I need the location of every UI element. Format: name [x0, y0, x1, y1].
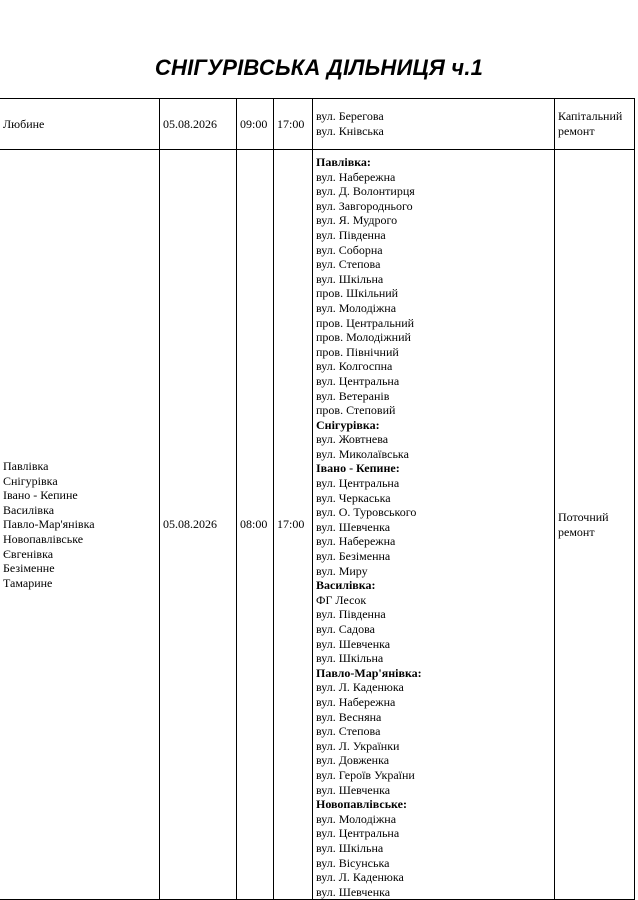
work-type-text: Поточний: [558, 510, 609, 525]
street-name: вул. Шевченка: [316, 782, 391, 797]
street-name: вул. Степова: [316, 724, 381, 739]
street-name: вул. Л. Каденюка: [316, 680, 404, 695]
street-name: вул. Весняна: [316, 709, 382, 724]
street-name: вул. Набережна: [316, 169, 396, 184]
outage-schedule-table: [0, 98, 635, 900]
street-name: вул. Ветеранів: [316, 388, 390, 403]
locality-name: Любине: [3, 116, 45, 131]
work-type-text: ремонт: [558, 524, 595, 539]
locality-cell: [0, 99, 160, 150]
street-name: вул. Набережна: [316, 534, 396, 549]
settlement-heading: Снігурівка:: [316, 417, 380, 432]
page-title: СНІГУРІВСЬКА ДІЛЬНИЦЯ ч.1: [154, 55, 484, 80]
street-name: вул. Південна: [316, 607, 386, 622]
street-name: вул. Берегова: [316, 109, 384, 124]
street-name: вул. Д. Волонтирця: [316, 184, 415, 199]
work-type-text: ремонт: [558, 124, 595, 138]
street-name: вул. Завгороднього: [316, 198, 413, 213]
settlement-heading: Василівка:: [316, 578, 376, 593]
street-name: вул. Степова: [316, 257, 381, 272]
start-time-cell: 09:00: [237, 99, 274, 150]
street-name: вул. О. Туровського: [316, 505, 417, 520]
street-name: вул. Л. Українки: [316, 738, 400, 753]
table-row: [0, 150, 635, 900]
work-type-cell: [555, 99, 635, 150]
date-cell: 05.08.2026: [160, 150, 237, 900]
streets-cell: [313, 150, 555, 900]
start-time-cell: 08:00: [237, 150, 274, 900]
end-time-cell: 17:00: [274, 150, 313, 900]
work-type-text: Капітальний: [558, 109, 623, 124]
locality-name: Тамарине: [3, 575, 53, 590]
street-name: вул. Набережна: [316, 694, 396, 709]
locality-name: Василівка: [3, 502, 55, 517]
street-name: вул. Миру: [316, 563, 368, 578]
street-name: вул. Безіменна: [316, 549, 391, 564]
street-name: вул. Кнівська: [316, 124, 384, 138]
street-name: вул. Центральна: [316, 826, 400, 841]
street-name: вул. Жовтнева: [316, 432, 389, 447]
street-name: вул. Молодіжна: [316, 811, 397, 826]
street-name: пров. Шкільний: [316, 286, 399, 301]
locality-name: Івано - Кепине: [3, 488, 78, 503]
street-name: вул. Довженка: [316, 753, 390, 768]
locality-cell: [0, 150, 160, 900]
street-name: пров. Центральний: [316, 315, 415, 330]
street-name: ФГ Лесок: [316, 592, 367, 607]
street-name: вул. Вісунська: [316, 855, 390, 870]
street-name: вул. Миколаївська: [316, 446, 409, 461]
settlement-heading: Павлівка:: [316, 155, 371, 169]
street-name: вул. Шевченка: [316, 636, 391, 651]
settlement-heading: Павло-Мар'янівка:: [316, 665, 422, 680]
table-row: [0, 99, 635, 150]
street-name: вул. Шевченка: [316, 519, 391, 534]
street-name: вул. Центральна: [316, 373, 400, 388]
street-name: вул. Черкаська: [316, 490, 391, 505]
street-name: пров. Молодіжний: [316, 330, 411, 345]
street-name: пров. Північний: [316, 344, 399, 359]
work-type-cell: [555, 150, 635, 900]
date-cell: 05.08.2026: [160, 99, 237, 150]
street-name: вул. Південна: [316, 227, 386, 242]
locality-name: Безіменне: [3, 561, 55, 576]
locality-name: Павлівка: [3, 458, 49, 473]
locality-name: Павло-Мар'янівка: [3, 517, 95, 532]
locality-name: Євгенівка: [3, 546, 54, 561]
street-name: вул. Шкільна: [316, 651, 384, 666]
street-name: вул. Я. Мудрого: [316, 213, 398, 228]
end-time-cell: 17:00: [274, 99, 313, 150]
settlement-heading: Івано - Кепине:: [316, 461, 400, 476]
street-name: вул. Центральна: [316, 476, 400, 491]
locality-name: Новопавлівське: [3, 531, 84, 546]
street-name: вул. Л. Каденюка: [316, 870, 404, 885]
street-name: вул. Героїв України: [316, 767, 415, 782]
street-name: вул. Соборна: [316, 242, 383, 257]
street-name: вул. Шевченка: [316, 884, 391, 899]
locality-name: Снігурівка: [3, 473, 58, 488]
settlement-heading: Новопавлівське:: [316, 797, 407, 812]
street-name: вул. Шкільна: [316, 271, 384, 286]
street-name: вул. Молодіжна: [316, 300, 397, 315]
streets-cell: [313, 99, 555, 150]
street-name: вул. Колгоспна: [316, 359, 393, 374]
street-name: вул. Шкільна: [316, 840, 384, 855]
street-name: вул. Садова: [316, 622, 375, 636]
street-name: пров. Степовий: [316, 403, 396, 418]
